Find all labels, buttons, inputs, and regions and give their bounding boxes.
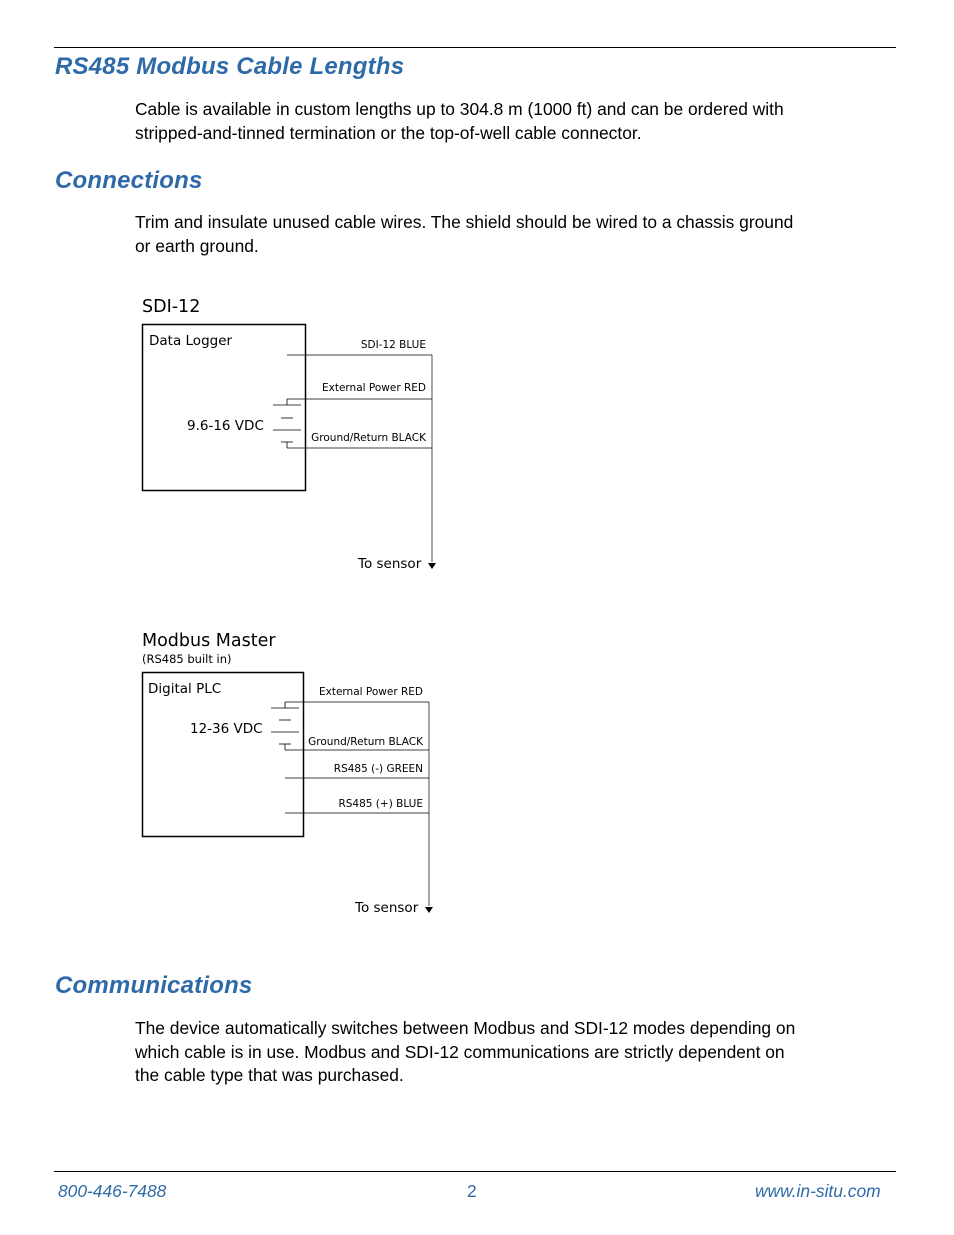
sdi12-wire-blue-label: SDI-12 BLUE xyxy=(360,339,426,351)
footer-phone: 800-446-7488 xyxy=(58,1181,167,1201)
modbus-subtitle: (RS485 built in) xyxy=(142,652,232,666)
communications-line-1: The device automatically switches between Modbus and SDI-12 modes depending on xyxy=(135,1018,796,1038)
sdi12-arrow-down-icon xyxy=(428,563,436,569)
data-logger-box xyxy=(143,325,306,491)
footer-page-number: 2 xyxy=(467,1181,477,1201)
modbus-to-sensor-label: To sensor xyxy=(355,900,419,916)
modbus-wire-black-label: Ground/Return BLACK xyxy=(308,736,423,748)
sdi12-voltage-label: 9.6-16 VDC xyxy=(187,418,264,434)
modbus-battery-symbol xyxy=(271,702,299,750)
digital-plc-box xyxy=(143,673,304,837)
footer-rule xyxy=(54,1171,896,1172)
digital-plc-label: Digital PLC xyxy=(148,681,222,697)
communications-line-2: which cable is in use. Modbus and SDI-12 communications are strictly dependent on xyxy=(135,1041,785,1062)
modbus-wire-red-label: External Power RED xyxy=(318,686,423,698)
modbus-voltage-label: 12-36 VDC xyxy=(190,721,263,737)
heading-cable-lengths: RS485 Modbus Cable Lengths xyxy=(55,53,405,80)
modbus-wires xyxy=(285,702,429,906)
footer-website-link[interactable]: www.in-situ.com xyxy=(755,1181,881,1201)
sdi12-battery-symbol xyxy=(273,399,301,448)
communications-line-3: the cable type that was purchased. xyxy=(135,1065,404,1085)
sdi12-to-sensor-label: To sensor xyxy=(358,556,422,572)
modbus-wire-green-label: RS485 (-) GREEN xyxy=(333,763,423,775)
modbus-arrow-down-icon xyxy=(425,907,433,913)
heading-communications: Communications xyxy=(55,972,253,999)
sdi12-wire-black-label: Ground/Return BLACK xyxy=(311,432,426,444)
top-rule xyxy=(54,47,896,48)
modbus-wire-blue-label: RS485 (+) BLUE xyxy=(338,798,423,810)
modbus-title: Modbus Master xyxy=(142,631,276,651)
cable-lengths-paragraph xyxy=(135,98,855,145)
sdi12-wires xyxy=(287,355,432,562)
sdi12-wire-red-label: External Power RED xyxy=(321,382,426,394)
cable-line-2: stripped-and-tinned termination or the top-of-well cable connector. xyxy=(135,122,642,143)
connections-line-1: Trim and insulate unused cable wires. The shield should be wired to a chassis ground xyxy=(135,212,794,232)
connections-line-2: or earth ground. xyxy=(135,235,259,256)
heading-connections: Connections xyxy=(55,167,203,194)
cable-line-1: Cable is available in custom lengths up to 304.8 m (1000 ft) and can be ordered with xyxy=(135,99,784,119)
sdi12-title: SDI-12 xyxy=(142,297,201,317)
connections-paragraph xyxy=(135,211,855,258)
communications-paragraph xyxy=(135,1017,855,1088)
data-logger-label: Data Logger xyxy=(149,333,233,349)
